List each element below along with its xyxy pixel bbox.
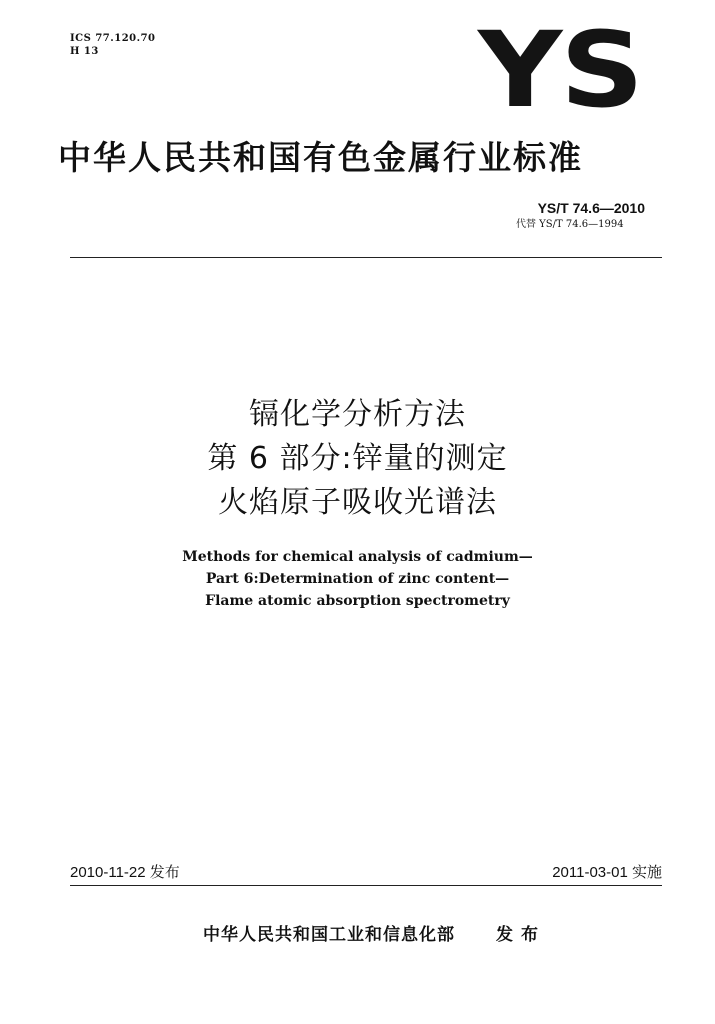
ccs-code: H 13 xyxy=(70,46,99,57)
publish-label: 发布 xyxy=(496,925,546,945)
chinese-title xyxy=(0,393,715,525)
english-title xyxy=(0,546,715,612)
chinese-title-line-2: 第 6 部分:锌量的测定 xyxy=(207,441,508,476)
standard-number: YS/T 74.6—2010 xyxy=(537,200,645,216)
implementation-date: 2011-03-01 实施 xyxy=(552,864,662,881)
header-divider xyxy=(70,257,662,258)
chinese-title-line-1: 镉化学分析方法 xyxy=(249,397,466,432)
issue-date: 2010-11-22 发布 xyxy=(70,864,180,881)
replaces-standard: 代替 YS/T 74.6—1994 xyxy=(516,219,624,230)
english-title-line-3: Flame atomic absorption spectrometry xyxy=(205,593,510,609)
chinese-title-line-3: 火焰原子吸收光谱法 xyxy=(218,485,497,520)
english-title-line-1: Methods for chemical analysis of cadmium— xyxy=(182,549,533,565)
ics-code: ICS 77.120.70 xyxy=(70,33,156,44)
standard-category-title: 中华人民共和国有色金属行业标准 xyxy=(58,138,583,177)
classification-codes xyxy=(70,32,156,58)
footer-divider xyxy=(70,885,662,886)
publisher-name: 中华人民共和国工业和信息化部 xyxy=(203,925,455,945)
english-title-line-2: Part 6:Determination of zinc content— xyxy=(205,571,510,587)
ys-logo: YS xyxy=(478,9,642,131)
